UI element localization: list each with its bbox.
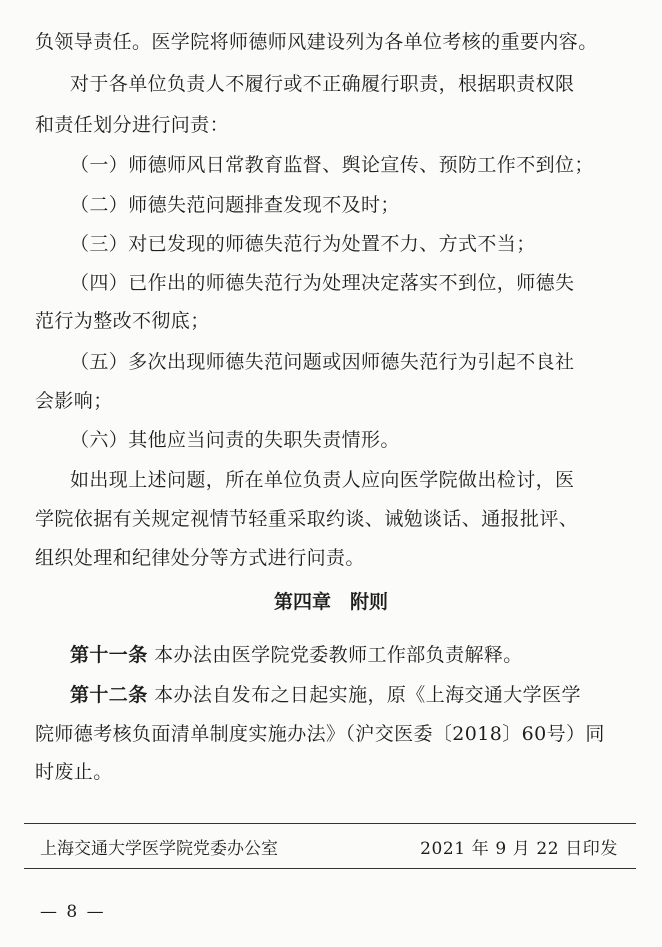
article-12-text-line1: 本办法自发布之日起实施，原《上海交通大学医学: [154, 684, 581, 706]
article-12-text-line3: 时废止。: [35, 761, 113, 783]
body-line-12: 如出现上述问题，所在单位负责人应向医学院做出检讨，医: [70, 469, 575, 491]
page-number: — 8 —: [40, 902, 106, 922]
list-item-1: （一）师德师风日常教育监督、舆论宣传、预防工作不到位；: [70, 154, 594, 176]
body-line-2: 对于各单位负责人不履行或不正确履行职责，根据职责权限: [70, 73, 575, 95]
footer-date: 2021 年 9 月 22 日印发: [420, 839, 618, 859]
article-12: [70, 683, 581, 707]
list-item-4: （四）已作出的师德失范行为处理决定落实不到位，师德失: [70, 272, 575, 294]
footer-bottom-rule: [24, 868, 636, 869]
article-12-text-line2: 院师德考核负面清单制度实施办法》（沪交医委〔2018〕60号）同: [35, 723, 605, 745]
list-item-4-cont: 范行为整改不彻底；: [35, 310, 210, 332]
article-11: [70, 643, 523, 667]
list-item-5-cont: 会影响；: [35, 390, 113, 412]
article-11-text: 本办法由医学院党委教师工作部负责解释。: [154, 644, 523, 666]
list-item-5: （五）多次出现师德失范问题或因师德失范行为引起不良社: [70, 351, 575, 373]
article-12-label: 第十二条: [70, 684, 148, 706]
body-line-1: 负领导责任。医学院将师德师风建设列为各单位考核的重要内容。: [35, 31, 598, 53]
chapter-heading: 第四章 附则: [273, 591, 388, 613]
body-line-13: 学院依据有关规定视情节轻重采取约谈、诫勉谈话、通报批评、: [35, 508, 579, 530]
body-line-3: 和责任划分进行问责：: [35, 114, 230, 136]
footer-top-rule: [24, 823, 636, 824]
list-item-3: （三）对已发现的师德失范行为处置不力、方式不当；: [70, 233, 536, 255]
list-item-6: （六）其他应当问责的失职失责情形。: [70, 429, 400, 451]
body-line-14: 组织处理和纪律处分等方式进行问责。: [35, 547, 365, 569]
article-11-label: 第十一条: [70, 644, 148, 666]
footer-issuer: 上海交通大学医学院党委办公室: [40, 839, 278, 859]
list-item-2: （二）师德失范问题排查发现不及时；: [70, 194, 400, 216]
